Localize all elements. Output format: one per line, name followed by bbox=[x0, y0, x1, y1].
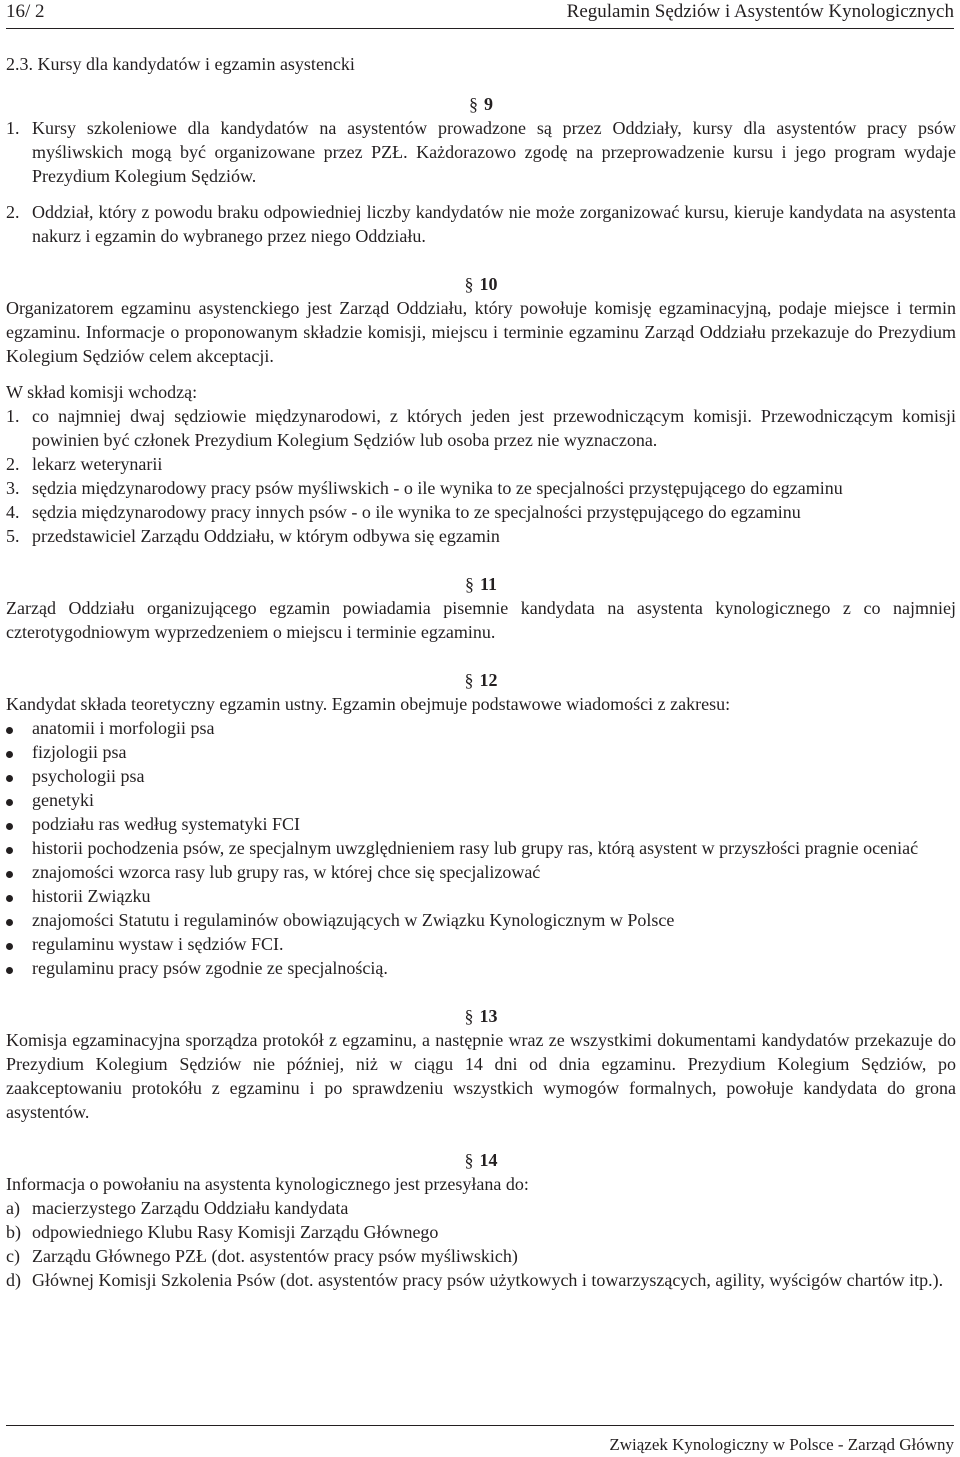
bullet-item: historii pochodzenia psów, ze specjalnym uwzględnieniem rasy lub grupy ras, którą asystent w przyszłości pragnie oceniać bbox=[6, 836, 956, 860]
bullet-item: znajomości Statutu i regulaminów obowiązujących w Związku Kynologicznym w Polsce bbox=[6, 908, 956, 932]
bullet-icon bbox=[6, 871, 13, 878]
bullet-item: regulaminu pracy psów zgodnie ze specjalnością. bbox=[6, 956, 956, 980]
paragraph-heading-13: § 13 bbox=[464, 1006, 498, 1026]
paragraph-text: W skład komisji wchodzą: bbox=[6, 382, 198, 402]
bullet-item: regulaminu wystaw i sędziów FCI. bbox=[6, 932, 956, 956]
paragraph-heading-11: § 11 bbox=[464, 574, 497, 594]
list-item: c) Zarządu Głównego PZŁ (dot. asystentów pracy psów myśliwskich) bbox=[6, 1246, 518, 1266]
list-item: 2. lekarz weterynarii bbox=[6, 454, 163, 474]
paragraph-heading-9: § 9 bbox=[469, 94, 493, 114]
paragraph-text: Organizatorem egzaminu asystenckiego jest Zarząd Oddziału, który powołuje komisję egzaminacyjną, podaje miejsce i termin egzaminu. Informacje o proponowanym składzie komisji, miejscu i terminie egzaminu Zarząd Oddziału przekazuje do Prezydium Kolegium Sędziów celem akceptacji. bbox=[6, 298, 956, 366]
list-item: 5. przedstawiciel Zarządu Oddziału, w którym odbywa się egzamin bbox=[6, 526, 500, 546]
bullet-icon bbox=[6, 775, 13, 782]
list-item: 2. Oddział, który z powodu braku odpowiedniej liczby kandydatów nie może zorganizować kursu, kieruje kandydata na asystenta nakurz i egzamin do wybranego przez niego Oddziału. bbox=[6, 202, 956, 246]
list-item: 4. sędzia międzynarodowy pracy innych psów - o ile wynika to ze specjalności przystępującego do egzaminu bbox=[6, 502, 801, 522]
page-number: 16/ 2 bbox=[6, 1, 45, 22]
header-title: Regulamin Sędziów i Asystentów Kynologicznych bbox=[566, 1, 954, 22]
bullet-item: fizjologii psa bbox=[6, 740, 956, 764]
bullet-icon bbox=[6, 799, 13, 806]
bullet-icon bbox=[6, 823, 13, 830]
bullet-icon bbox=[6, 751, 13, 758]
list-item: a) macierzystego Zarządu Oddziału kandydata bbox=[6, 1198, 349, 1218]
bullet-icon bbox=[6, 847, 13, 854]
section-subheading: 2.3. Kursy dla kandydatów i egzamin asystencki bbox=[6, 54, 355, 74]
paragraph-heading-10: § 10 bbox=[464, 274, 498, 294]
bullet-item: podziału ras według systematyki FCI bbox=[6, 812, 956, 836]
paragraph-heading-14: § 14 bbox=[464, 1150, 498, 1170]
list-item: b) odpowiedniego Klubu Rasy Komisji Zarządu Głównego bbox=[6, 1222, 439, 1242]
bullet-item: znajomości wzorca rasy lub grupy ras, w której chce się specjalizować bbox=[6, 860, 956, 884]
list-item: d) Głównej Komisji Szkolenia Psów (dot. asystentów pracy psów użytkowych i towarzyszących, agility, wyścigów chartów itp.). bbox=[6, 1270, 944, 1290]
paragraph-text: Informacja o powołaniu na asystenta kynologicznego jest przesyłana do: bbox=[6, 1174, 529, 1194]
footer-divider bbox=[6, 1425, 954, 1426]
bullet-item: historii Związku bbox=[6, 884, 956, 908]
bullet-item: psychologii psa bbox=[6, 764, 956, 788]
bullet-icon bbox=[6, 895, 13, 902]
paragraph-text: Kandydat składa teoretyczny egzamin ustny. Egzamin obejmuje podstawowe wiadomości z zakresu: bbox=[6, 694, 731, 714]
document-body bbox=[6, 92, 956, 1292]
bullet-icon bbox=[6, 727, 13, 734]
bullet-icon bbox=[6, 919, 13, 926]
paragraph-text: Komisja egzaminacyjna sporządza protokół z egzaminu, a następnie wraz ze wszystkimi dokumentami kandydatów przekazuje do Prezydium Kolegium Sędziów nie później, niż w ciągu 14 dni od dnia egzaminu. Prezydium Kolegium Sędziów, po zaakceptowaniu protokółu z egzaminu i po sprawdzeniu wszystkich wymogów formalnych, powołuje kandydata do grona asystentów. bbox=[6, 1030, 956, 1122]
paragraph-heading-12: § 12 bbox=[464, 670, 498, 690]
page-footer: Związek Kynologiczny w Polsce - Zarząd Główny bbox=[609, 1435, 954, 1454]
bullet-item: anatomii i morfologii psa bbox=[6, 716, 956, 740]
page-header bbox=[6, 0, 954, 26]
list-item: 1. Kursy szkoleniowe dla kandydatów na asystentów prowadzone są przez Oddziały, kursy dla asystentów pracy psów myśliwskich mogą być organizowane przez PZŁ. Każdorazowo zgodę na przeprowadzenie kursu i jego program wydaje Prezydium Kolegium Sędziów. bbox=[6, 118, 956, 186]
bullet-icon bbox=[6, 943, 13, 950]
paragraph-text: Zarząd Oddziału organizującego egzamin powiadamia pisemnie kandydata na asystenta kynologicznego z co najmniej czterotygodniowym wyprzedzeniem o miejscu i terminie egzaminu. bbox=[6, 598, 956, 642]
list-item: 3. sędzia międzynarodowy pracy psów myśliwskich - o ile wynika to ze specjalności przystępującego do egzaminu bbox=[6, 478, 843, 498]
bullet-item: genetyki bbox=[6, 788, 956, 812]
list-item: 1. co najmniej dwaj sędziowie międzynarodowi, z których jeden jest przewodniczącym komisji. Przewodniczącym komisji powinien być członek Prezydium Kolegium Sędziów lub osoba przez nie wyznaczona. bbox=[6, 406, 956, 450]
bullet-icon bbox=[6, 967, 13, 974]
header-divider bbox=[6, 28, 954, 29]
